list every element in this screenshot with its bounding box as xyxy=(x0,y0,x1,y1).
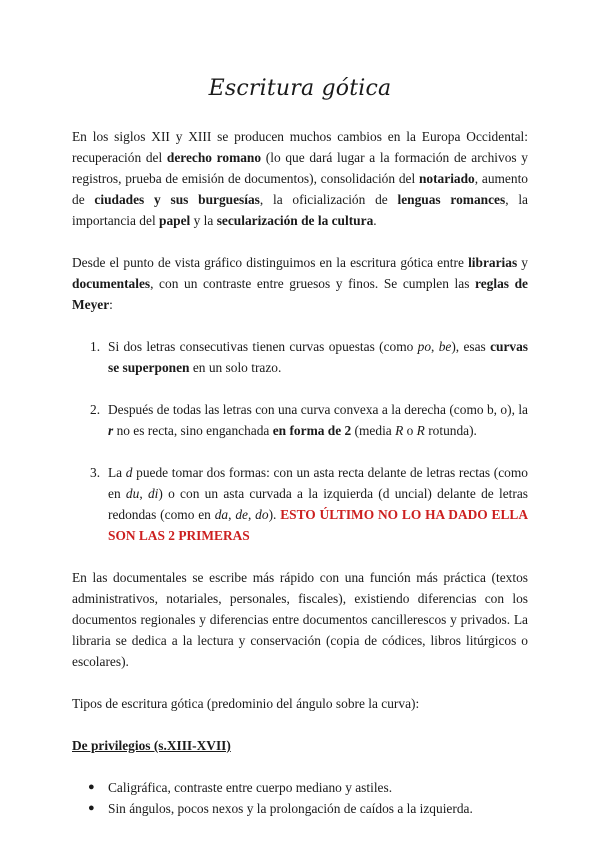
document-body xyxy=(72,126,528,819)
bullet-icon: ● xyxy=(88,802,95,814)
text-run: , aumento de xyxy=(72,171,528,207)
italic-term: da xyxy=(214,507,229,522)
bold-term: notariado xyxy=(418,171,475,186)
text-run: , la importancia del xyxy=(72,192,528,228)
privilegios-list xyxy=(72,777,528,819)
text-run: , xyxy=(431,339,439,354)
text-run: , xyxy=(228,507,236,522)
intro-paragraph xyxy=(72,126,528,231)
bold-term: curvas se superponen xyxy=(108,339,528,375)
italic-term: po xyxy=(417,339,432,354)
bold-term: en forma de 2 xyxy=(272,423,352,438)
text-run: y la xyxy=(190,213,217,228)
text-run: Después de todas las letras con una curva convexa a la derecha (como b, o), la xyxy=(108,402,528,417)
text-run: En los siglos XII y XIII se producen muchos cambios en la Europa Occidental: recuperación del xyxy=(72,129,528,165)
text-run: puede tomar dos formas: con un asta recta delante de letras rectas (como en xyxy=(108,465,528,501)
rule-item xyxy=(90,462,529,546)
text-run: ) o con un asta curvada a la izquierda (d uncial) delante de letras redondas (como en xyxy=(108,486,528,522)
text-run: y xyxy=(517,255,528,270)
text-run: en un solo trazo. xyxy=(189,360,282,375)
text-run: (lo que dará lugar a la formación de archivos y registros, prueba de emisión de documentos), consolidación del xyxy=(72,150,529,186)
text-run: o xyxy=(403,423,417,438)
bold-term: secularización de la cultura xyxy=(216,213,374,228)
types-intro: Tipos de escritura gótica (predominio del ángulo sobre la curva): xyxy=(72,696,420,711)
highlighted-note: ESTO ÚLTIMO NO LO HA DADO ELLA SON LAS 2 PRIMERAS xyxy=(108,507,529,543)
bold-term: derecho romano xyxy=(166,150,262,165)
text-run: , la oficialización de xyxy=(259,192,398,207)
bold-term: librarias xyxy=(468,255,518,270)
bold-term: lenguas romances xyxy=(397,192,506,207)
list-number: 3. xyxy=(90,465,101,480)
bullet-icon: ● xyxy=(88,781,95,793)
italic-term: R xyxy=(416,423,425,438)
bold-italic-term: r xyxy=(108,423,114,438)
text-run: , xyxy=(139,486,148,501)
text-run: : xyxy=(109,297,113,312)
list-item xyxy=(88,777,528,798)
text-run: . xyxy=(373,213,377,228)
documentales-paragraph: En las documentales se escribe más rápido con una función más práctica (textos administrativos, notariales, personales, fiscales), existiendo diferencias con los documentos regionales y diferencias entre documentos cancillerescos y privados. La libraria se dedica a la lectura y conservación (copia de códices, libros litúrgicos o escolares). xyxy=(72,570,528,669)
page-title: Escritura gótica xyxy=(208,76,392,101)
italic-term: d xyxy=(125,465,133,480)
text-run: , con un contraste entre gruesos y finos. Se cumplen las xyxy=(150,276,476,291)
text-run: Si dos letras consecutivas tienen curvas opuestas (como xyxy=(108,339,418,354)
list-item-text: Sin ángulos, pocos nexos y la prolongación de caídos a la izquierda. xyxy=(108,801,473,816)
section-heading: De privilegios (s.XIII-XVII) xyxy=(72,738,231,753)
bold-term: ciudades y sus burguesías xyxy=(94,192,260,207)
rule-item xyxy=(90,399,528,441)
list-item-text: Caligráfica, contraste entre cuerpo mediano y astiles. xyxy=(108,780,393,795)
italic-term: de xyxy=(235,507,248,522)
italic-term: do xyxy=(255,507,269,522)
text-run: rotunda). xyxy=(424,423,477,438)
text-run: Desde el punto de vista gráfico distinguimos en la escritura gótica entre xyxy=(72,255,469,270)
bold-term: papel xyxy=(159,213,191,228)
graphic-paragraph xyxy=(72,252,528,315)
bold-term: reglas de Meyer xyxy=(72,276,528,312)
italic-term: di xyxy=(147,486,159,501)
list-number: 1. xyxy=(90,339,101,354)
text-run: (media xyxy=(351,423,396,438)
text-run: ). xyxy=(268,507,281,522)
list-number: 2. xyxy=(90,402,101,417)
italic-term: du xyxy=(125,486,140,501)
italic-term: R xyxy=(395,423,404,438)
bold-term: documentales xyxy=(72,276,151,291)
text-run: La xyxy=(108,465,126,480)
list-item xyxy=(88,798,528,819)
meyer-rules-list xyxy=(72,336,528,546)
rule-item xyxy=(90,336,528,378)
text-run: no es recta, sino enganchada xyxy=(113,423,273,438)
italic-term: be xyxy=(438,339,452,354)
text-run: ), esas xyxy=(451,339,491,354)
text-run: , xyxy=(247,507,256,522)
